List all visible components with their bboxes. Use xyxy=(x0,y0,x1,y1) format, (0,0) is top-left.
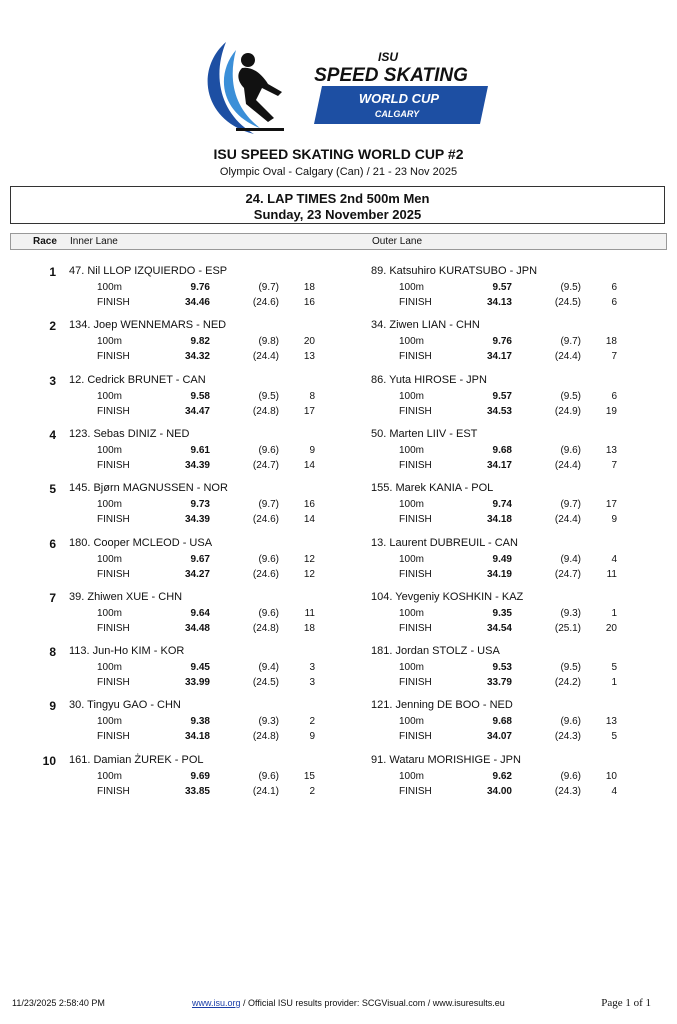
split-rank: 8 xyxy=(309,391,315,402)
lap-time: (24.1) xyxy=(252,786,279,797)
split-label: FINISH xyxy=(399,731,432,742)
split-rank: 5 xyxy=(611,662,617,673)
race-number: 4 xyxy=(49,428,56,442)
split-rank: 16 xyxy=(303,499,315,510)
lap-time: (24.3) xyxy=(554,786,581,797)
inner-lane xyxy=(69,428,369,482)
split-time: 9.45 xyxy=(190,662,210,673)
lap-time: (24.6) xyxy=(252,514,279,525)
lap-time: (9.6) xyxy=(258,554,279,565)
race-row xyxy=(10,699,667,753)
split-label: 100m xyxy=(399,336,425,347)
split-row xyxy=(371,786,671,800)
skater-name: 180. Cooper MCLEOD - USA xyxy=(69,537,213,549)
split-row xyxy=(69,569,369,583)
race-row xyxy=(10,265,667,319)
skater-name: 113. Jun-Ho KIM - KOR xyxy=(69,645,185,657)
split-rank: 14 xyxy=(303,514,315,525)
footer-timestamp: 11/23/2025 2:58:40 PM xyxy=(12,998,105,1008)
split-rank: 9 xyxy=(611,514,617,525)
split-label: FINISH xyxy=(97,514,130,525)
split-row xyxy=(371,391,671,405)
split-time: 9.57 xyxy=(492,391,512,402)
lap-time: (9.7) xyxy=(258,499,279,510)
split-row xyxy=(69,445,369,459)
split-rank: 1 xyxy=(611,677,617,688)
skater-name: 47. Nil LLOP IZQUIERDO - ESP xyxy=(69,265,228,277)
skater-name: 13. Laurent DUBREUIL - CAN xyxy=(371,537,518,549)
lap-time: (24.5) xyxy=(252,677,279,688)
split-time: 34.39 xyxy=(184,514,210,525)
split-time: 34.13 xyxy=(486,297,512,308)
split-time: 9.53 xyxy=(492,662,512,673)
split-rank: 7 xyxy=(611,351,617,362)
skater-name: 121. Jenning DE BOO - NED xyxy=(371,699,513,711)
split-rank: 12 xyxy=(303,554,315,565)
split-rank: 20 xyxy=(605,623,617,634)
split-rank: 6 xyxy=(611,391,617,402)
inner-lane xyxy=(69,537,369,591)
split-row xyxy=(69,623,369,637)
split-label: 100m xyxy=(399,445,425,456)
split-time: 9.68 xyxy=(492,445,512,456)
skater-name: 30. Tingyu GAO - CHN xyxy=(69,699,181,711)
skater-name: 104. Yevgeniy KOSHKIN - KAZ xyxy=(371,591,524,603)
split-label: 100m xyxy=(97,716,123,727)
race-number: 8 xyxy=(49,645,56,659)
skater-name: 155. Marek KANIA - POL xyxy=(371,482,494,494)
split-rank: 17 xyxy=(605,499,617,510)
race-row xyxy=(10,537,667,591)
split-label: 100m xyxy=(97,554,123,565)
split-label: 100m xyxy=(97,662,123,673)
split-time: 34.00 xyxy=(486,786,512,797)
split-row xyxy=(69,297,369,311)
logo-world-cup-text: WORLD CUP xyxy=(358,91,440,106)
split-label: FINISH xyxy=(399,297,432,308)
lap-time: (24.3) xyxy=(554,731,581,742)
split-row xyxy=(371,351,671,365)
lap-time: (9.8) xyxy=(258,336,279,347)
split-time: 34.47 xyxy=(184,406,210,417)
split-rank: 13 xyxy=(605,716,617,727)
column-race: Race xyxy=(33,236,57,247)
split-rank: 3 xyxy=(309,677,315,688)
split-row xyxy=(371,716,671,730)
split-time: 9.49 xyxy=(492,554,512,565)
logo-org-text: ISU xyxy=(377,50,399,64)
split-row xyxy=(371,554,671,568)
split-label: 100m xyxy=(399,662,425,673)
split-rank: 11 xyxy=(304,608,315,619)
logo-speed-skating-text: SPEED SKATING xyxy=(314,65,468,86)
split-rank: 18 xyxy=(303,623,315,634)
split-time: 33.99 xyxy=(184,677,210,688)
split-label: 100m xyxy=(399,391,425,402)
split-row xyxy=(371,406,671,420)
split-row xyxy=(69,554,369,568)
split-row xyxy=(371,731,671,745)
lap-time: (9.5) xyxy=(560,662,581,673)
split-rank: 2 xyxy=(309,786,315,797)
lap-time: (24.4) xyxy=(554,460,581,471)
split-label: FINISH xyxy=(399,623,432,634)
split-rank: 14 xyxy=(303,460,315,471)
split-rank: 5 xyxy=(611,731,617,742)
split-row xyxy=(69,336,369,350)
split-row xyxy=(69,716,369,730)
split-row xyxy=(69,499,369,513)
skater-name: 34. Ziwen LIAN - CHN xyxy=(371,319,480,331)
race-number: 6 xyxy=(49,537,56,551)
split-time: 9.58 xyxy=(190,391,210,402)
split-time: 9.74 xyxy=(492,499,512,510)
result-date: Sunday, 23 November 2025 xyxy=(253,207,422,222)
split-rank: 20 xyxy=(303,336,315,347)
split-row xyxy=(371,608,671,622)
split-time: 34.27 xyxy=(184,569,210,580)
split-time: 9.38 xyxy=(190,716,210,727)
inner-lane xyxy=(69,482,369,536)
split-row xyxy=(371,282,671,296)
split-time: 34.46 xyxy=(184,297,210,308)
race-number: 9 xyxy=(49,699,56,713)
split-rank: 2 xyxy=(309,716,315,727)
split-time: 9.64 xyxy=(190,608,210,619)
split-label: 100m xyxy=(97,608,123,619)
skater-name: 181. Jordan STOLZ - USA xyxy=(371,645,500,657)
column-inner-lane: Inner Lane xyxy=(70,236,118,247)
race-row xyxy=(10,591,667,645)
split-time: 34.17 xyxy=(486,351,512,362)
lap-time: (9.4) xyxy=(560,554,581,565)
split-row xyxy=(69,786,369,800)
split-row xyxy=(371,445,671,459)
race-number: 10 xyxy=(42,754,56,768)
split-rank: 4 xyxy=(611,786,617,797)
race-number: 3 xyxy=(49,374,56,388)
split-label: 100m xyxy=(97,336,123,347)
split-rank: 18 xyxy=(303,282,315,293)
race-row xyxy=(10,374,667,428)
lap-time: (9.7) xyxy=(560,336,581,347)
lap-time: (9.6) xyxy=(560,771,581,782)
race-number: 1 xyxy=(49,265,56,279)
inner-lane xyxy=(69,265,369,319)
split-time: 9.73 xyxy=(190,499,210,510)
split-label: FINISH xyxy=(97,569,130,580)
split-row xyxy=(371,677,671,691)
split-row xyxy=(69,282,369,296)
split-label: 100m xyxy=(399,771,425,782)
split-label: FINISH xyxy=(97,677,130,688)
skater-name: 89. Katsuhiro KURATSUBO - JPN xyxy=(371,265,538,277)
lap-time: (9.5) xyxy=(560,391,581,402)
split-row xyxy=(69,406,369,420)
split-row xyxy=(69,771,369,785)
split-time: 34.53 xyxy=(486,406,512,417)
inner-lane xyxy=(69,645,369,699)
split-rank: 10 xyxy=(605,771,617,782)
split-label: FINISH xyxy=(399,351,432,362)
split-row xyxy=(69,608,369,622)
split-rank: 7 xyxy=(611,460,617,471)
lap-time: (9.3) xyxy=(258,716,279,727)
skater-name: 12. Cedrick BRUNET - CAN xyxy=(69,374,206,386)
lap-time: (24.6) xyxy=(252,297,279,308)
lap-time: (9.4) xyxy=(258,662,279,673)
race-row xyxy=(10,482,667,536)
outer-lane xyxy=(371,537,671,591)
split-row xyxy=(371,460,671,474)
outer-lane xyxy=(371,428,671,482)
split-rank: 17 xyxy=(303,406,315,417)
split-label: FINISH xyxy=(97,460,130,471)
inner-lane xyxy=(69,374,369,428)
lap-time: (9.6) xyxy=(258,445,279,456)
lap-time: (9.3) xyxy=(560,608,581,619)
lap-time: (9.6) xyxy=(560,445,581,456)
split-rank: 18 xyxy=(605,336,617,347)
split-label: 100m xyxy=(399,282,425,293)
split-row xyxy=(371,569,671,583)
split-rank: 19 xyxy=(605,406,617,417)
race-row xyxy=(10,428,667,482)
lap-time: (9.6) xyxy=(258,608,279,619)
inner-lane xyxy=(69,319,369,373)
split-time: 34.18 xyxy=(184,731,210,742)
split-row xyxy=(371,514,671,528)
split-rank: 9 xyxy=(309,731,315,742)
split-time: 9.68 xyxy=(492,716,512,727)
split-time: 34.07 xyxy=(486,731,512,742)
split-row xyxy=(371,771,671,785)
lap-time: (9.6) xyxy=(560,716,581,727)
split-row xyxy=(69,351,369,365)
skater-name: 91. Wataru MORISHIGE - JPN xyxy=(371,754,521,766)
page-number: Page 1 of 1 xyxy=(601,997,651,1009)
split-rank: 12 xyxy=(303,569,315,580)
skater-name: 50. Marten LIIV - EST xyxy=(371,428,478,440)
split-row xyxy=(371,662,671,676)
footer-provider xyxy=(192,998,505,1008)
split-time: 34.18 xyxy=(486,514,512,525)
lap-time: (24.4) xyxy=(554,351,581,362)
lap-time: (24.7) xyxy=(252,460,279,471)
split-rank: 6 xyxy=(611,282,617,293)
skater-name: 134. Joep WENNEMARS - NED xyxy=(69,319,227,331)
split-time: 9.62 xyxy=(492,771,512,782)
isu-speed-skating-world-cup-logo xyxy=(198,30,488,140)
split-label: FINISH xyxy=(399,569,432,580)
logo-calgary-text: CALGARY xyxy=(374,109,420,119)
split-rank: 9 xyxy=(309,445,315,456)
skater-name: 161. Damian ŻUREK - POL xyxy=(69,754,204,766)
split-row xyxy=(69,514,369,528)
split-label: FINISH xyxy=(97,623,130,634)
lap-time: (9.6) xyxy=(258,771,279,782)
split-time: 34.48 xyxy=(184,623,210,634)
race-number: 2 xyxy=(49,319,56,333)
split-rank: 13 xyxy=(303,351,315,362)
split-label: FINISH xyxy=(399,677,432,688)
provider-text: / Official ISU results provider: SCGVisual.com / www.isuresults.eu xyxy=(240,998,505,1008)
split-label: 100m xyxy=(399,716,425,727)
split-label: 100m xyxy=(399,499,425,510)
split-row xyxy=(69,391,369,405)
split-time: 34.32 xyxy=(184,351,210,362)
lap-time: (24.8) xyxy=(252,623,279,634)
split-label: 100m xyxy=(97,771,123,782)
split-time: 9.76 xyxy=(492,336,512,347)
race-row xyxy=(10,645,667,699)
result-title: 24. LAP TIMES 2nd 500m Men xyxy=(245,191,430,206)
split-rank: 4 xyxy=(611,554,617,565)
split-rank: 15 xyxy=(303,771,315,782)
column-header-bar xyxy=(10,233,667,250)
outer-lane xyxy=(371,482,671,536)
split-time: 34.17 xyxy=(486,460,512,471)
split-label: FINISH xyxy=(399,514,432,525)
split-rank: 13 xyxy=(605,445,617,456)
split-time: 9.67 xyxy=(190,554,210,565)
lap-time: (9.7) xyxy=(560,499,581,510)
skater-name: 145. Bjørn MAGNUSSEN - NOR xyxy=(69,482,228,494)
lap-time: (9.5) xyxy=(258,391,279,402)
split-time: 9.69 xyxy=(190,771,210,782)
lap-time: (9.5) xyxy=(560,282,581,293)
inner-lane xyxy=(69,591,369,645)
isu-link[interactable]: www.isu.org xyxy=(192,998,241,1008)
split-time: 34.39 xyxy=(184,460,210,471)
race-number: 5 xyxy=(49,482,56,496)
lap-time: (25.1) xyxy=(554,623,581,634)
split-time: 9.57 xyxy=(492,282,512,293)
split-label: 100m xyxy=(97,391,123,402)
split-label: 100m xyxy=(399,608,425,619)
race-number: 7 xyxy=(49,591,56,605)
split-time: 9.76 xyxy=(190,282,210,293)
split-row xyxy=(371,623,671,637)
split-label: FINISH xyxy=(399,786,432,797)
lap-time: (9.7) xyxy=(258,282,279,293)
inner-lane xyxy=(69,699,369,753)
inner-lane xyxy=(69,754,369,808)
split-label: 100m xyxy=(399,554,425,565)
outer-lane xyxy=(371,645,671,699)
skater-name: 86. Yuta HIROSE - JPN xyxy=(371,374,487,386)
split-label: FINISH xyxy=(97,731,130,742)
split-rank: 11 xyxy=(606,569,617,580)
lap-time: (24.5) xyxy=(554,297,581,308)
split-label: 100m xyxy=(97,282,123,293)
outer-lane xyxy=(371,591,671,645)
split-label: FINISH xyxy=(399,406,432,417)
lap-time: (24.6) xyxy=(252,569,279,580)
event-title: ISU SPEED SKATING WORLD CUP #2 xyxy=(213,146,464,162)
outer-lane xyxy=(371,754,671,808)
split-row xyxy=(371,499,671,513)
lap-time: (24.8) xyxy=(252,406,279,417)
split-row xyxy=(371,297,671,311)
split-time: 9.82 xyxy=(190,336,210,347)
lap-time: (24.7) xyxy=(554,569,581,580)
split-time: 33.79 xyxy=(486,677,512,688)
lap-time: (24.8) xyxy=(252,731,279,742)
outer-lane xyxy=(371,699,671,753)
outer-lane xyxy=(371,319,671,373)
column-outer-lane: Outer Lane xyxy=(372,236,423,247)
split-time: 9.35 xyxy=(492,608,512,619)
outer-lane xyxy=(371,374,671,428)
skater-name: 39. Zhiwen XUE - CHN xyxy=(69,591,183,603)
split-label: FINISH xyxy=(97,786,130,797)
result-heading-box xyxy=(10,186,665,224)
split-rank: 6 xyxy=(611,297,617,308)
split-row xyxy=(69,677,369,691)
lap-time: (24.9) xyxy=(554,406,581,417)
split-time: 34.19 xyxy=(486,569,512,580)
split-label: 100m xyxy=(97,499,123,510)
split-rank: 1 xyxy=(611,608,617,619)
split-row xyxy=(69,460,369,474)
lap-time: (24.2) xyxy=(554,677,581,688)
split-time: 33.85 xyxy=(184,786,210,797)
outer-lane xyxy=(371,265,671,319)
split-row xyxy=(371,336,671,350)
split-row xyxy=(69,731,369,745)
split-label: FINISH xyxy=(97,406,130,417)
race-row xyxy=(10,754,667,808)
split-time: 9.61 xyxy=(190,445,210,456)
lap-time: (24.4) xyxy=(252,351,279,362)
split-rank: 16 xyxy=(303,297,315,308)
split-label: FINISH xyxy=(97,351,130,362)
skater-icon xyxy=(236,53,284,131)
split-rank: 3 xyxy=(309,662,315,673)
split-label: 100m xyxy=(97,445,123,456)
split-label: FINISH xyxy=(97,297,130,308)
split-label: FINISH xyxy=(399,460,432,471)
lap-time: (24.4) xyxy=(554,514,581,525)
split-row xyxy=(69,662,369,676)
event-subtitle: Olympic Oval - Calgary (Can) / 21 - 23 Nov 2025 xyxy=(219,166,458,178)
skater-name: 123. Sebas DINIZ - NED xyxy=(69,428,190,440)
split-time: 34.54 xyxy=(486,623,512,634)
race-row xyxy=(10,319,667,373)
